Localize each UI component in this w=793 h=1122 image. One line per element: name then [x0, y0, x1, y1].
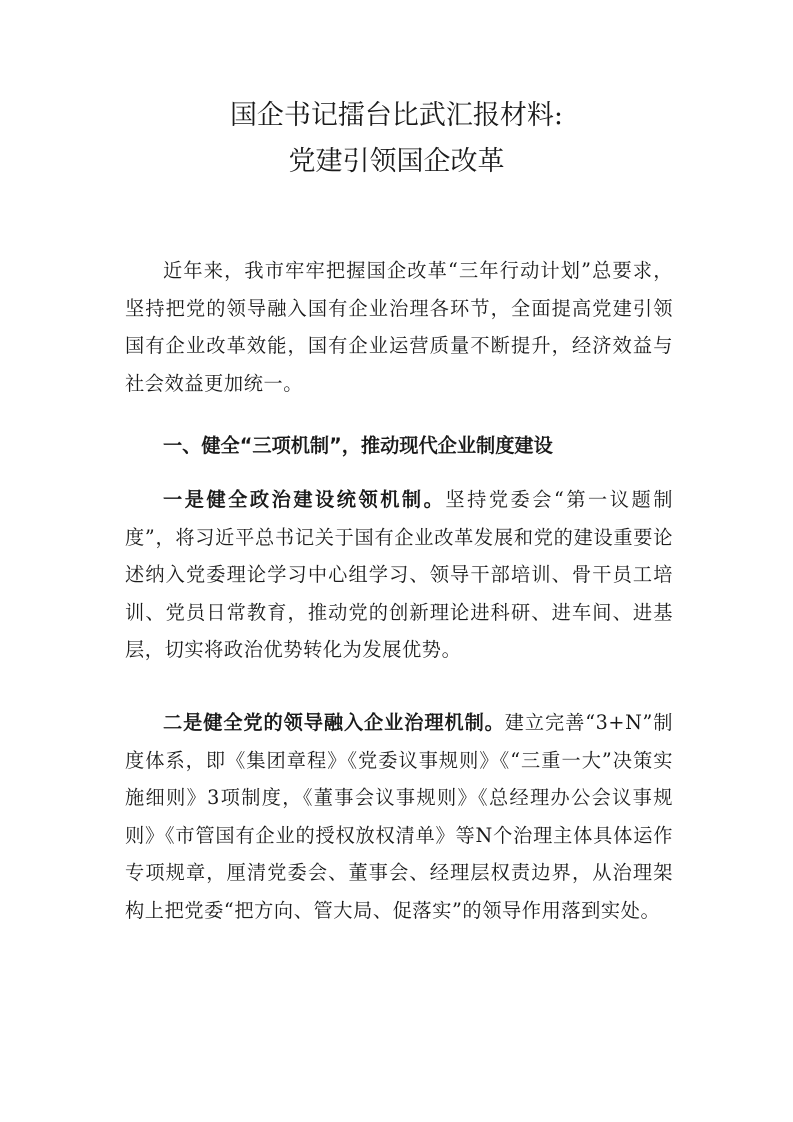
section-1-heading: 一、健全“三项机制”，推动现代企业制度建设: [163, 434, 553, 457]
document-title-line-2: 党建引领国企改革: [288, 146, 505, 177]
paragraph-1-body: 坚持党委会“第一议题制度”，将习近平总书记关于国有企业改革发展和党的建设重要论述纳入党委理论学习中心组学习、领导干部培训、骨干员工培训、党员日常教育，推动党的创新理论进科研、进车间、进基层，切实将政治优势转化为发展优势。: [125, 488, 673, 661]
paragraph-1: [125, 481, 673, 669]
intro-paragraph: 近年来，我市牢牢把握国企改革“三年行动计划”总要求，坚持把党的领导融入国有企业治理各环节，全面提高党建引领国有企业改革效能，国有企业运营质量不断提升，经济效益与社会效益更加统一。: [125, 259, 673, 395]
document-title-line-1: 国企书记擂台比武汇报材料:: [229, 100, 564, 131]
paragraph-2: [125, 704, 673, 929]
paragraph-2-body: 建立完善“3+N”制度体系，即《集团章程》《党委议事规则》《“三重一大”决策实施细则》3项制度，《董事会议事规则》《总经理办公会议事规则》《市管国有企业的授权放权清单》等N个治理主体具体运作专项规章，厘清党委会、董事会、经理层权责边界，从治理架构上把党委“把方向、管大局、促落实”的领导作用落到实处。: [125, 711, 673, 922]
paragraph-1-lead: 一是健全政治建设统领机制。: [163, 488, 446, 511]
paragraph-2-lead: 二是健全党的领导融入企业治理机制。: [163, 711, 505, 734]
